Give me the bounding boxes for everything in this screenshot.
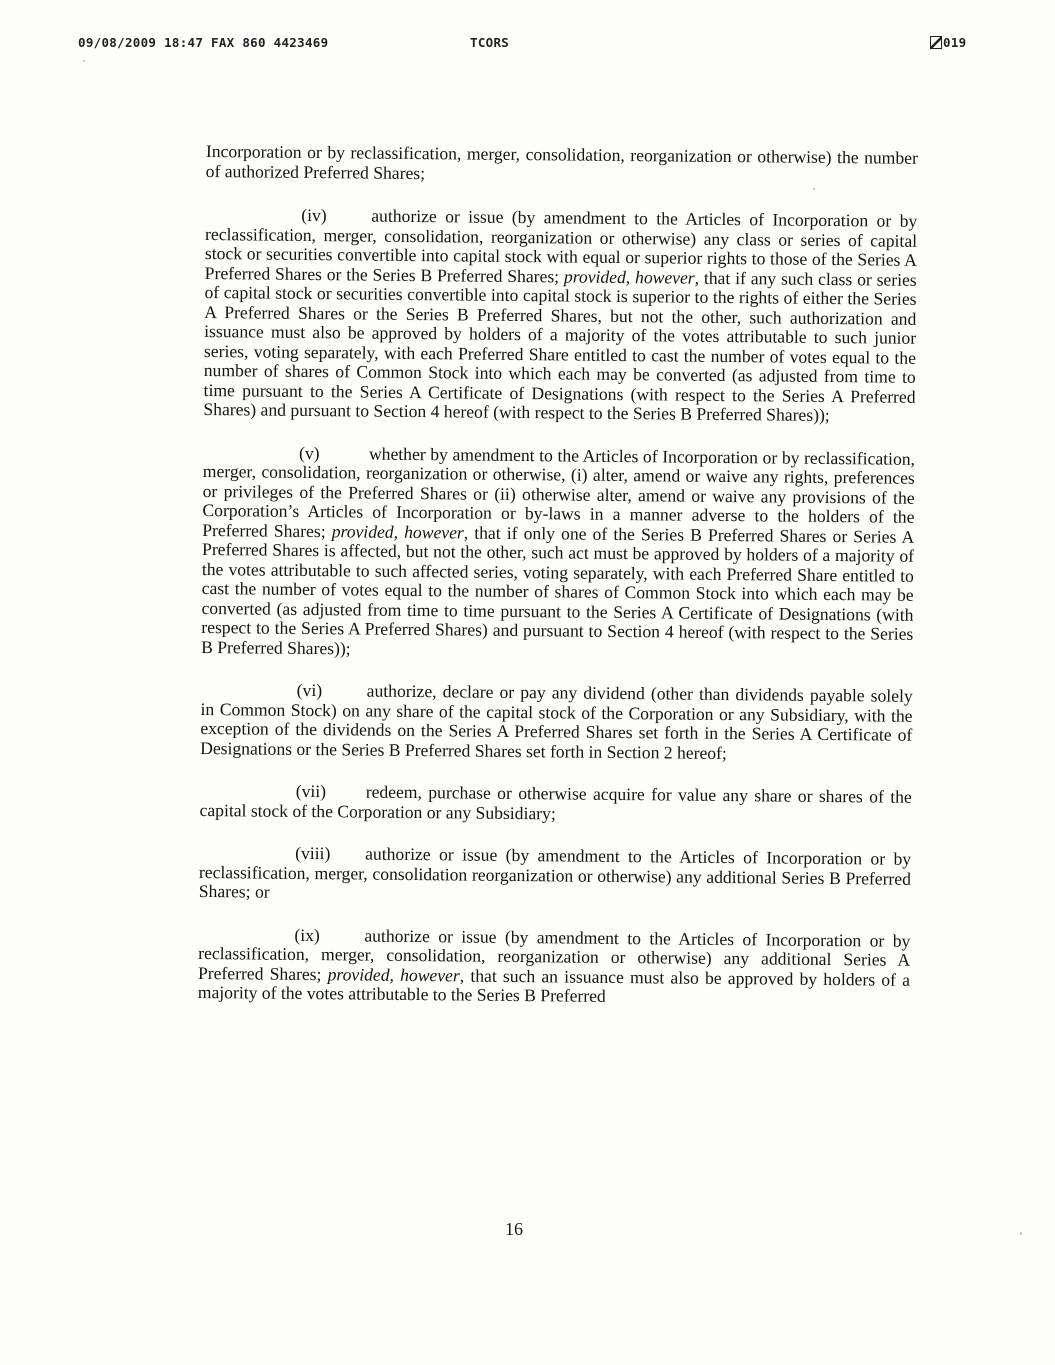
- paragraph-text: , that if only one of the Series B Preferred Shares or Series A Preferred Shares is affected, but not the other, such act must be approved by holders of a majority of the votes attributable to such affected series, voting separately, with each Preferred Share entitled to cast the number of votes equal to the number of shares of Common Stock into which each may be converted (as adjusted from time to time pursuant to the Series A Certificate of Designations (with respect to the Series A Preferred Shares) and pursuant to Section 4 hereof (with respect to the Series B Preferred Shares));: [201, 521, 915, 658]
- paragraph-iv: [203, 205, 917, 426]
- clause-number: (viii): [295, 842, 331, 864]
- proviso-italic: provided, however: [327, 963, 460, 985]
- paragraph-text: whether by amendment to the Articles of Incorporation or by reclassification, merger, consolidation, reorganization or otherwise, (i) alter, amend or waive any rights, preferences or privileges of the Preferred Shares or (ii) otherwise alter, amend or waive any provisions of the Corporation’s Articles of Incorporation or by-laws in a manner adverse to the holders of the Preferred Shares;: [202, 443, 916, 541]
- paragraph-ix: [198, 924, 911, 1009]
- paragraph-text: authorize, declare or pay any dividend (other than dividends payable solely in Common Stock) on any share of the capital stock of the Corporation or any Subsidiary, with the exception of the dividends on the Series A Preferred Shares set forth in the Series A Certificate of Designations or the Series B Preferred Shares set forth in Section 2 hereof;: [200, 680, 913, 763]
- paragraph-text: redeem, purchase or otherwise acquire for value any share or shares of the capital stock of the Corporation or any Subsidiary;: [199, 781, 912, 823]
- paragraph-text: authorize or issue (by amendment to the Articles of Incorporation or by reclassification, merger, consolidation reorganization or otherwise) any additional Series B Preferred Shares; or: [198, 843, 912, 902]
- scan-speck: [1020, 1232, 1022, 1235]
- proviso-italic: provided, however: [563, 265, 695, 288]
- scan-speck: [813, 188, 815, 190]
- paragraph-text: , that such an issuance must also be approved by holders of a majority of the votes attributable to the Series B Preferred: [197, 964, 911, 1006]
- clause-number: (vi): [296, 679, 323, 701]
- paragraph-iii-continued: [206, 142, 918, 188]
- clause-number: (vii): [295, 780, 327, 802]
- scan-speck: [83, 60, 85, 62]
- paragraph-text: authorize or issue (by amendment to the Articles of Incorporation or by reclassification, merger, consolidation, reorganization or otherwise) any class or series of capital stock or securities convertible into capital stock with equal or superior rights to those of the Series A Preferred Shares or the Series B Preferred Shares;: [204, 205, 918, 286]
- proviso-italic: provided, however: [331, 520, 464, 542]
- paragraph-text: Incorporation or by reclassification, merger, consolidation, reorganization or otherwise) the number of authorized Preferred Shares;: [205, 141, 918, 183]
- paragraph-text: authorize or issue (by amendment to the Articles of Incorporation or by reclassification, merger, consolidation, reorganization or otherwise) any additional Series A Preferred Shares;: [197, 925, 911, 984]
- fax-sender: TCORS: [470, 35, 510, 50]
- paragraph-text: , that if any such class or series of capital stock or securities convertible into capital stock is superior to the rights of either the Series A Preferred Shares or the Series B Preferred Shares, but not the other, such authorization and issuance must also be approved by holders of a majority of the votes attributable to such junior series, voting separately, with each Preferred Share entitled to cast the number of votes equal to the number of shares of Common Stock into which each may be converted (as adjusted from time to time pursuant to the Series A Certificate of Designations (with respect to the Series A Preferred Shares) and pursuant to Section 4 hereof (with respect to the Series B Preferred Shares));: [203, 267, 917, 425]
- fax-page-number: 019: [943, 35, 967, 50]
- fax-page-marker: [930, 35, 966, 50]
- page-number: 16: [505, 1219, 523, 1239]
- clause-number: (v): [298, 442, 320, 463]
- paragraph-vi: [200, 680, 913, 765]
- fax-header: [0, 35, 1055, 59]
- clause-number: (ix): [294, 924, 320, 945]
- paragraph-vii: [199, 781, 911, 827]
- paragraph-v: [201, 442, 915, 663]
- fax-transmission-line: 09/08/2009 18:47 FAX 860 4423469: [78, 35, 329, 50]
- document-body: [198, 142, 918, 1032]
- fax-page-icon: [930, 36, 942, 49]
- clause-number: (iv): [301, 204, 327, 226]
- paragraph-viii: [199, 843, 912, 908]
